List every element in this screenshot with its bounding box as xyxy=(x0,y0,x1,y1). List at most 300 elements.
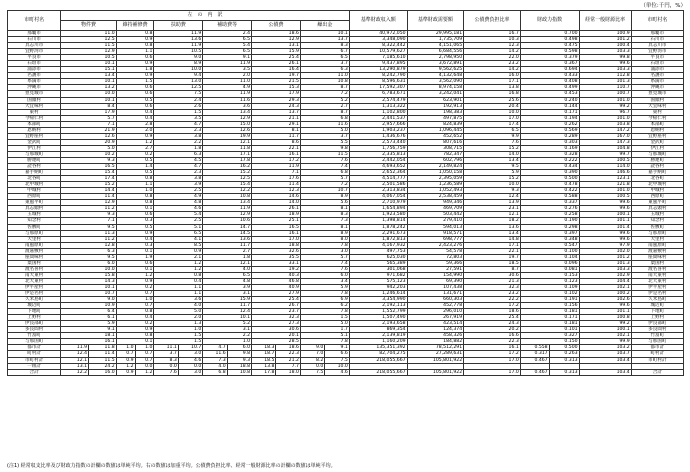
municipality-name-right: 渡嘉敷村 xyxy=(631,248,683,254)
ordinary-ratio: 101.0 xyxy=(579,97,631,103)
breakdown-value: 10.8 xyxy=(300,79,349,85)
summary-cell: 6.0 xyxy=(227,345,251,351)
ordinary-ratio: 102.0 xyxy=(579,248,631,254)
debt-ratio: 20.4 xyxy=(464,103,521,109)
municipality-name-right: 中城村 xyxy=(631,188,683,194)
fiscal-index: 0.181 xyxy=(520,309,579,315)
summary-cell: 11.5 xyxy=(89,357,117,363)
summary-cell: 11.8 xyxy=(89,345,117,351)
breakdown-value: 14.7 xyxy=(203,224,252,230)
breakdown-value: 1.1 xyxy=(154,284,203,290)
breakdown-value: 10.0 xyxy=(61,91,116,97)
municipality-name-right: 与那原町 xyxy=(631,230,683,236)
fiscal-index: 0.191 xyxy=(520,297,579,303)
breakdown-value: 6.0 xyxy=(300,272,349,278)
breakdown-value: 15.2 xyxy=(61,182,116,188)
fiscal-index: 0.194 xyxy=(520,115,579,121)
breakdown-value: 17.6 xyxy=(252,176,301,182)
breakdown-value: 27.9 xyxy=(252,291,301,297)
breakdown-value: 10.5 xyxy=(154,49,203,55)
summary-cell: 10.7 xyxy=(178,345,202,351)
debt-ratio: 10.0 xyxy=(464,182,521,188)
ordinary-ratio: 101.3 xyxy=(579,260,631,266)
fiscal-index: 0.171 xyxy=(520,315,579,321)
summary-cell: 市町村計 xyxy=(8,357,61,363)
breakdown-value: 16.5 xyxy=(61,164,116,170)
summary-cell: 18.6 xyxy=(276,345,300,351)
breakdown-value: 1.8 xyxy=(116,67,154,73)
breakdown-value: 1.3 xyxy=(154,321,203,327)
debt-ratio: 18.5 xyxy=(464,260,521,266)
summary-cell: 0.558 xyxy=(520,345,549,351)
std-demand: 29,995,181 xyxy=(407,31,464,37)
summary-cell: 16.1 xyxy=(464,345,521,351)
summary-cell: 都市計 xyxy=(8,345,61,351)
std-demand: 308,715 xyxy=(407,145,464,151)
fiscal-index: 0.433 xyxy=(520,73,579,79)
municipality-name: 具志頭村 xyxy=(8,206,61,212)
breakdown-value: 6.7 xyxy=(300,49,349,55)
breakdown-value: 1.5 xyxy=(154,339,203,345)
debt-ratio: 23.2 xyxy=(464,291,521,297)
breakdown-value: 1.5 xyxy=(300,315,349,321)
breakdown-value: 11.0 xyxy=(203,79,252,85)
breakdown-value: 40.9 xyxy=(252,284,301,290)
breakdown-value: 23.7 xyxy=(252,309,301,315)
debt-ratio: 25.6 xyxy=(464,97,521,103)
breakdown-value: 8.5 xyxy=(154,242,203,248)
summary-cell: 0.263 xyxy=(549,351,579,357)
municipality-name: 竹富町 xyxy=(8,333,61,339)
breakdown-value: 8.7 xyxy=(300,109,349,115)
breakdown-value: 35.5 xyxy=(252,254,301,260)
breakdown-value: 2.4 xyxy=(203,31,252,37)
municipality-name-right: 南大東村 xyxy=(631,272,683,278)
std-demand: 154,990 xyxy=(407,272,464,278)
breakdown-value: 4.8 xyxy=(203,278,252,284)
ordinary-ratio: 100.7 xyxy=(579,91,631,97)
fiscal-index: 0.240 xyxy=(520,97,579,103)
breakdown-value: 8.0 xyxy=(300,236,349,242)
std-demand: 1,096,445 xyxy=(407,127,464,133)
breakdown-value: 6.0 xyxy=(61,260,116,266)
std-revenue: 3,348,090 xyxy=(349,37,407,43)
breakdown-value: 1.4 xyxy=(116,164,154,170)
breakdown-value: 5.4 xyxy=(203,43,252,49)
summary-cell: 103.7 xyxy=(579,351,631,357)
std-revenue: 4,067,054 xyxy=(349,194,407,200)
municipality-name: 石川市 xyxy=(8,37,61,43)
debt-ratio: 23.2 xyxy=(464,61,521,67)
breakdown-value: 3.8 xyxy=(154,133,203,139)
breakdown-value: 10.0 xyxy=(61,266,116,272)
std-demand: 279,410 xyxy=(407,218,464,224)
debt-ratio: 16.6 xyxy=(464,333,521,339)
fiscal-index: 0.101 xyxy=(520,327,579,333)
breakdown-value: 11.9 xyxy=(154,31,203,37)
ordinary-ratio: 147.2 xyxy=(579,127,631,133)
breakdown-value: 3.4 xyxy=(300,278,349,284)
std-demand: 782,347 xyxy=(407,151,464,157)
breakdown-value: 9.3 xyxy=(61,212,116,218)
debt-ratio: 10.0 xyxy=(464,109,521,115)
municipality-name-right: 城辺町 xyxy=(631,303,683,309)
summary-cell: 218,055,667 xyxy=(349,369,407,375)
breakdown-value: 1.0 xyxy=(154,327,203,333)
breakdown-value: 29.3 xyxy=(252,97,301,103)
std-demand: 184,882 xyxy=(407,339,464,345)
breakdown-value: 7.3 xyxy=(300,218,349,224)
breakdown-value: 5.0 xyxy=(61,145,116,151)
municipality-name-right: 下地町 xyxy=(631,309,683,315)
municipality-name-right: 渡名喜村 xyxy=(631,266,683,272)
breakdown-value: 13.6 xyxy=(203,236,252,242)
breakdown-value: 6.4 xyxy=(61,309,116,315)
header-std-revenue: 基準財政収入額 xyxy=(349,11,407,31)
std-demand: 27,591 xyxy=(407,266,464,272)
std-revenue: 2,139,819 xyxy=(349,333,407,339)
breakdown-value: 12.5 xyxy=(203,176,252,182)
ordinary-ratio: 99.6 xyxy=(579,230,631,236)
breakdown-value: 6.5 xyxy=(300,55,349,61)
breakdown-value: 0.2 xyxy=(116,151,154,157)
breakdown-value: 9.1 xyxy=(61,327,116,333)
std-demand: 107,438 xyxy=(407,284,464,290)
fiscal-index: 0.276 xyxy=(520,206,579,212)
ordinary-ratio: 101.1 xyxy=(579,309,631,315)
ordinary-ratio: 146.6 xyxy=(579,170,631,176)
municipality-name-right: 与那国町 xyxy=(631,339,683,345)
municipality-name: 知念村 xyxy=(8,218,61,224)
breakdown-value: 15.8 xyxy=(61,272,116,278)
breakdown-value: 9.8 xyxy=(300,145,349,151)
fiscal-index: 0.453 xyxy=(520,91,579,97)
breakdown-value: 2.1 xyxy=(154,254,203,260)
breakdown-value: 11.3 xyxy=(61,230,116,236)
ordinary-ratio: 114.0 xyxy=(579,164,631,170)
debt-ratio: 12.1 xyxy=(464,212,521,218)
breakdown-value: 7.6 xyxy=(300,157,349,163)
breakdown-value: 1.0 xyxy=(116,188,154,194)
debt-ratio: 13.4 xyxy=(464,157,521,163)
ordinary-ratio: 100.2 xyxy=(579,291,631,297)
breakdown-value: 5.2 xyxy=(203,321,252,327)
municipality-name: 与那城町 xyxy=(8,151,61,157)
breakdown-value: 13.4 xyxy=(203,200,252,206)
debt-ratio: 20.2 xyxy=(464,327,521,333)
summary-cell: 町村計 xyxy=(8,351,61,357)
breakdown-value: 3.8 xyxy=(154,176,203,182)
breakdown-value: 15.4 xyxy=(61,170,116,176)
debt-ratio: 7.6 xyxy=(464,139,521,145)
std-revenue: 942,203 xyxy=(349,284,407,290)
std-demand: 59,366 xyxy=(407,260,464,266)
breakdown-value: 12.8 xyxy=(61,242,116,248)
std-revenue: 2,652,364 xyxy=(349,170,407,176)
municipality-name-right: 佐敷町 xyxy=(631,224,683,230)
breakdown-value: 7.6 xyxy=(300,266,349,272)
summary-cell: 18.8 xyxy=(227,363,251,369)
debt-ratio: 16.8 xyxy=(464,91,521,97)
fiscal-index: 0.500 xyxy=(520,176,579,182)
municipality-name-right: 伊江村 xyxy=(631,145,683,151)
summary-cell: 8.2 xyxy=(300,357,324,363)
std-revenue: 1,654,894 xyxy=(349,206,407,212)
summary-cell: 1.2 xyxy=(116,363,135,369)
breakdown-value: 11.4 xyxy=(252,182,301,188)
summary-cell: 0.7 xyxy=(135,351,154,357)
std-revenue: 8,596,631 xyxy=(349,79,407,85)
breakdown-value: 6.8 xyxy=(300,115,349,121)
municipality-name: 上野村 xyxy=(8,315,61,321)
std-demand: 4,151,065 xyxy=(407,43,464,49)
summary-cell: 都市計 xyxy=(631,345,683,351)
debt-ratio: 23.1 xyxy=(464,206,521,212)
municipality-name-right: 久米島町 xyxy=(631,297,683,303)
ordinary-ratio: 102.9 xyxy=(579,272,631,278)
municipality-name-right: 糸満市 xyxy=(631,79,683,85)
fiscal-index: 0.598 xyxy=(520,49,579,55)
breakdown-value: 9.1 xyxy=(203,55,252,61)
fiscal-index: 0.258 xyxy=(520,212,579,218)
std-revenue: 301,068 xyxy=(349,266,407,272)
fiscal-index: 0.096 xyxy=(520,260,579,266)
breakdown-value: 7.1 xyxy=(252,170,301,176)
debt-ratio: 12.3 xyxy=(464,43,521,49)
std-revenue: 2,335,813 xyxy=(349,151,407,157)
breakdown-value: 1.5 xyxy=(154,109,203,115)
summary-cell: 0.313 xyxy=(549,357,579,363)
breakdown-value: 21.1 xyxy=(252,115,301,121)
municipality-name-right: 具志頭村 xyxy=(631,206,683,212)
std-demand: 918,571 xyxy=(407,230,464,236)
breakdown-value: 11.0 xyxy=(61,31,116,37)
std-revenue: 575,123 xyxy=(349,278,407,284)
ordinary-ratio: 104.8 xyxy=(579,145,631,151)
breakdown-value: 6.5 xyxy=(203,49,252,55)
fiscal-index: 0.422 xyxy=(520,188,579,194)
std-demand: 3,562,090 xyxy=(407,79,464,85)
std-demand: 503,442 xyxy=(407,212,464,218)
breakdown-value: 28.5 xyxy=(252,339,301,345)
fiscal-index: 0.289 xyxy=(520,133,579,139)
summary-cell: 105,801,922 xyxy=(407,357,464,363)
breakdown-value: 2.0 xyxy=(116,127,154,133)
std-revenue: 2,291,673 xyxy=(349,230,407,236)
municipality-name-right: 勝連町 xyxy=(631,157,683,163)
municipality-name: 平良市 xyxy=(8,55,61,61)
fiscal-index: 0.328 xyxy=(520,151,579,157)
breakdown-value: 15.9 xyxy=(252,49,301,55)
ordinary-ratio: 121.8 xyxy=(579,182,631,188)
debt-ratio: 22.1 xyxy=(464,248,521,254)
breakdown-value: 7.1 xyxy=(61,218,116,224)
breakdown-value: 7.8 xyxy=(300,291,349,297)
municipality-name-right: 北谷町 xyxy=(631,176,683,182)
summary-cell: 82,704,275 xyxy=(349,351,407,357)
summary-cell: 7.5 xyxy=(300,369,324,375)
municipality-name-right: 具志川市 xyxy=(631,43,683,49)
std-revenue: 7,185,610 xyxy=(349,55,407,61)
breakdown-value: 11.7 xyxy=(203,303,252,309)
breakdown-value: 29.1 xyxy=(252,121,301,127)
fiscal-index: 0.475 xyxy=(520,43,579,49)
std-demand: 1,052,493 xyxy=(407,188,464,194)
breakdown-value: 11.0 xyxy=(300,73,349,79)
ordinary-ratio: 100.5 xyxy=(579,194,631,200)
breakdown-value: 16.1 xyxy=(252,151,301,157)
municipality-name-right: 読谷村 xyxy=(631,164,683,170)
std-revenue: 1,507,490 xyxy=(349,315,407,321)
breakdown-value: 0.9 xyxy=(116,278,154,284)
std-revenue: 2,442,054 xyxy=(349,157,407,163)
std-revenue: 8,322,442 xyxy=(349,43,407,49)
breakdown-value: 13.7 xyxy=(252,109,301,115)
breakdown-value: 10.7 xyxy=(61,291,116,297)
breakdown-value: 8.9 xyxy=(154,61,203,67)
municipality-name: 石垣市 xyxy=(8,61,61,67)
breakdown-value: 0.8 xyxy=(154,272,203,278)
summary-cell: 18.5 xyxy=(252,357,276,363)
municipality-name: 具志川市 xyxy=(8,43,61,49)
header-transfer: 繰出金 xyxy=(300,21,349,31)
summary-cell: 4.6 xyxy=(178,357,202,363)
std-revenue: 625,030 xyxy=(349,254,407,260)
breakdown-value: 17.9 xyxy=(61,109,116,115)
breakdown-value: 1.2 xyxy=(116,272,154,278)
debt-ratio: 16.0 xyxy=(464,73,521,79)
summary-cell: 4.7 xyxy=(203,345,227,351)
breakdown-value: 10.5 xyxy=(61,55,116,61)
breakdown-value: 0.9 xyxy=(116,73,154,79)
municipality-name-right: 伊平屋村 xyxy=(631,284,683,290)
ordinary-ratio: 99.6 xyxy=(579,236,631,242)
breakdown-value: 8.9 xyxy=(300,194,349,200)
ordinary-ratio: 99.6 xyxy=(579,206,631,212)
municipality-name-right: 多良間村 xyxy=(631,327,683,333)
municipality-name: 多良間村 xyxy=(8,327,61,333)
header-std-demand: 基準財政需要額 xyxy=(407,11,464,31)
breakdown-value: 10.2 xyxy=(61,151,116,157)
fiscal-index: 0.478 xyxy=(520,182,579,188)
debt-ratio: 18.6 xyxy=(464,309,521,315)
fiscal-index: 0.222 xyxy=(520,157,579,163)
breakdown-value: 1.7 xyxy=(300,327,349,333)
std-demand: 3,672,891 xyxy=(407,61,464,67)
summary-cell: 10.0 xyxy=(325,363,350,369)
breakdown-value: 6.8 xyxy=(300,170,349,176)
breakdown-value: 7.1 xyxy=(61,121,116,127)
breakdown-value: 5.1 xyxy=(154,224,203,230)
breakdown-value: 26.7 xyxy=(252,303,301,309)
breakdown-value: 8.6 xyxy=(252,139,301,145)
breakdown-value: 0.9 xyxy=(116,230,154,236)
breakdown-value: 3.7 xyxy=(300,133,349,139)
ordinary-ratio: 101.1 xyxy=(579,218,631,224)
debt-ratio: 9.9 xyxy=(464,133,521,139)
breakdown-value: 3.9 xyxy=(154,182,203,188)
municipality-name-right: 豊見城市 xyxy=(631,91,683,97)
fiscal-index: 0.150 xyxy=(520,339,579,345)
summary-cell: 3.0 xyxy=(178,351,202,357)
municipality-name-right: 宜野湾市 xyxy=(631,49,683,55)
breakdown-value: 7.4 xyxy=(300,164,349,170)
ordinary-ratio: 100.5 xyxy=(579,157,631,163)
fiscal-index: 0.588 xyxy=(520,194,579,200)
debt-ratio: 8.7 xyxy=(464,266,521,272)
std-demand: 6,684,556 xyxy=(407,49,464,55)
breakdown-value: 19.2 xyxy=(252,266,301,272)
breakdown-value: 0.2 xyxy=(116,321,154,327)
std-revenue: 2,957,666 xyxy=(349,121,407,127)
municipality-name: 大里村 xyxy=(8,236,61,242)
ordinary-ratio: 110.7 xyxy=(579,85,631,91)
std-revenue: 1,436,676 xyxy=(349,133,407,139)
breakdown-value: 5.0 xyxy=(300,127,349,133)
debt-ratio: 14.0 xyxy=(464,151,521,157)
std-revenue: 3,354,990 xyxy=(349,297,407,303)
breakdown-value: 9.3 xyxy=(61,157,116,163)
breakdown-value: 11.7 xyxy=(203,242,252,248)
breakdown-value: 15.1 xyxy=(61,67,116,73)
breakdown-value: 10.9 xyxy=(61,303,116,309)
fiscal-index: 0.499 xyxy=(520,85,579,91)
std-demand: 469,709 xyxy=(407,206,464,212)
breakdown-value: 7.4 xyxy=(300,260,349,266)
breakdown-value: 0.8 xyxy=(116,31,154,37)
municipality-name-right: 北中城村 xyxy=(631,182,683,188)
breakdown-value: 26.1 xyxy=(252,206,301,212)
breakdown-value: 6.9 xyxy=(300,297,349,303)
municipality-name-right: 宜野座村 xyxy=(631,133,683,139)
municipality-name-right: 北大東村 xyxy=(631,278,683,284)
municipality-name: 宜野座村 xyxy=(8,133,61,139)
fiscal-index: 0.156 xyxy=(520,303,579,309)
summary-cell: 1.0 xyxy=(135,345,154,351)
municipality-name-right: 国頭村 xyxy=(631,97,683,103)
fiscal-index: 0.190 xyxy=(520,218,579,224)
breakdown-value: 0.1 xyxy=(116,266,154,272)
breakdown-value: 12.5 xyxy=(154,85,203,91)
fiscal-index: 0.390 xyxy=(520,170,579,176)
fiscal-index: 0.102 xyxy=(520,291,579,297)
breakdown-value: 10.0 xyxy=(154,67,203,73)
summary-cell: 0.7 xyxy=(135,357,154,363)
summary-cell: 16.0 xyxy=(89,369,117,375)
summary-cell: 6.6 xyxy=(325,351,350,357)
breakdown-value: 40.3 xyxy=(252,272,301,278)
breakdown-value: 6.3 xyxy=(61,248,116,254)
breakdown-value: 4.7 xyxy=(154,121,203,127)
std-demand: 69,390 xyxy=(407,278,464,284)
ordinary-ratio: 101.3 xyxy=(579,79,631,85)
municipality-name: 久米島町 xyxy=(8,297,61,303)
fiscal-table xyxy=(7,10,684,376)
std-demand: 2,798,950 xyxy=(407,55,464,61)
breakdown-value: 10.1 xyxy=(203,315,252,321)
breakdown-value: 14.0 xyxy=(252,200,301,206)
breakdown-value: 19.9 xyxy=(203,133,252,139)
fiscal-index: 0.100 xyxy=(520,248,579,254)
ordinary-ratio: 101.2 xyxy=(579,254,631,260)
summary-cell: 24.2 xyxy=(89,363,117,369)
debt-ratio: 19.7 xyxy=(464,254,521,260)
summary-cell: 9.8 xyxy=(227,351,251,357)
std-demand: 497,875 xyxy=(407,115,464,121)
municipality-name: 北中城村 xyxy=(8,182,61,188)
breakdown-value: 12.9 xyxy=(203,212,252,218)
std-demand: 660,303 xyxy=(407,297,464,303)
